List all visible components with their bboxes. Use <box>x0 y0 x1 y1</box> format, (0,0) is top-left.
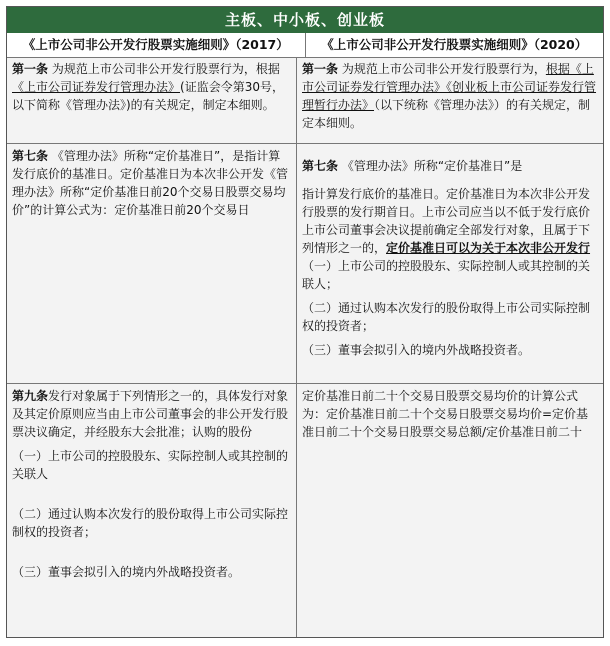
right-art7-item2: （二）通过认购本次发行的股份取得上市公司实际控制权的投资者； <box>302 301 591 333</box>
left-art9-text: 发行对象属于下列情形之一的，具体发行对象及其定价原则应当由上市公司董事会的非公开发行股票决议确定，并经股东大会批准；认购的股份 <box>12 389 289 439</box>
column-2017 <box>7 57 297 637</box>
left-article-1 <box>7 57 296 143</box>
left-art1-label: 第一条 <box>12 62 49 76</box>
right-art1-text2: （以下统称《管理办法》）的有关规定，制定本细则。 <box>302 98 591 130</box>
left-art9-item2: （二）通过认购本次发行的股份取得上市公司实际控制权的投资者； <box>12 507 289 539</box>
right-formula-text: 定价基准日前二十个交易日股票交易均价的计算公式为：定价基准日前二十个交易日股票交易均价=定价基准日前二十个交易日股票交易总额/定价基准日前二十 <box>302 389 589 439</box>
right-formula-cell <box>297 383 603 637</box>
right-art1-text1: 为规范上市公司非公开发行股票行为， <box>341 62 546 76</box>
right-article-1 <box>297 57 603 143</box>
header-2020: 《上市公司非公开发行股票实施细则》（2020） <box>321 37 588 52</box>
right-art7-text2: 指计算发行底价的基准日。定价基准日为本次非公开发行股票的发行期首日。上市公司应当以不低于发行底价上市公司董事会决议提前确定全部发行对象，且属于下列情形之一的， <box>302 187 591 255</box>
right-art7-text1: 《管理办法》所称“定价基准日”是 <box>341 159 523 173</box>
comparison-table <box>6 6 604 638</box>
left-article-7 <box>7 143 296 383</box>
left-art7-text: 《管理办法》所称“定价基准日”，是指计算发行底价的基准日。定价基准日为本次非公开发《管理办法》所称“定价基准日前20个交易日股票交易均价”的计算公式为：定价基准日前20个交易日 <box>12 149 289 217</box>
right-art7-item1: （一）上市公司的控股股东、实际控制人或其控制的关联人； <box>302 259 591 291</box>
table-body <box>7 57 603 637</box>
column-headers <box>7 33 603 58</box>
right-art1-ref: 根据《上市公司证券发行管理办法》《创业板上市公司证券发行管理暂行办法》 <box>302 62 597 112</box>
left-art9-label: 第九条 <box>12 389 49 403</box>
right-art1-label: 第一条 <box>302 62 339 76</box>
left-article-9 <box>7 383 296 637</box>
left-art7-label: 第七条 <box>12 149 49 163</box>
header-2017: 《上市公司非公开发行股票实施细则》（2017） <box>7 33 306 57</box>
left-art1-ref: 《上市公司证券发行管理办法》 <box>12 80 181 94</box>
left-art1-text2: (证监会令第30号，以下简称《管理办法》)的有关规定，制定本细则。 <box>12 80 284 112</box>
right-art7-label: 第七条 <box>302 159 339 173</box>
left-art9-item3: （三）董事会拟引入的境内外战略投资者。 <box>12 565 241 579</box>
right-art7-item3: （三）董事会拟引入的境内外战略投资者。 <box>302 343 531 357</box>
left-art1-text1: 为规范上市公司非公开发行股票行为，根据 <box>51 62 280 76</box>
column-2020 <box>297 57 603 637</box>
right-art7-highlight: 定价基准日可以为关于本次非公开发行 <box>386 241 591 255</box>
right-article-7 <box>297 143 603 383</box>
table-banner: 主板、中小板、创业板 <box>7 7 603 33</box>
left-art9-item1: （一）上市公司的控股股东、实际控制人或其控制的关联人 <box>12 449 289 481</box>
